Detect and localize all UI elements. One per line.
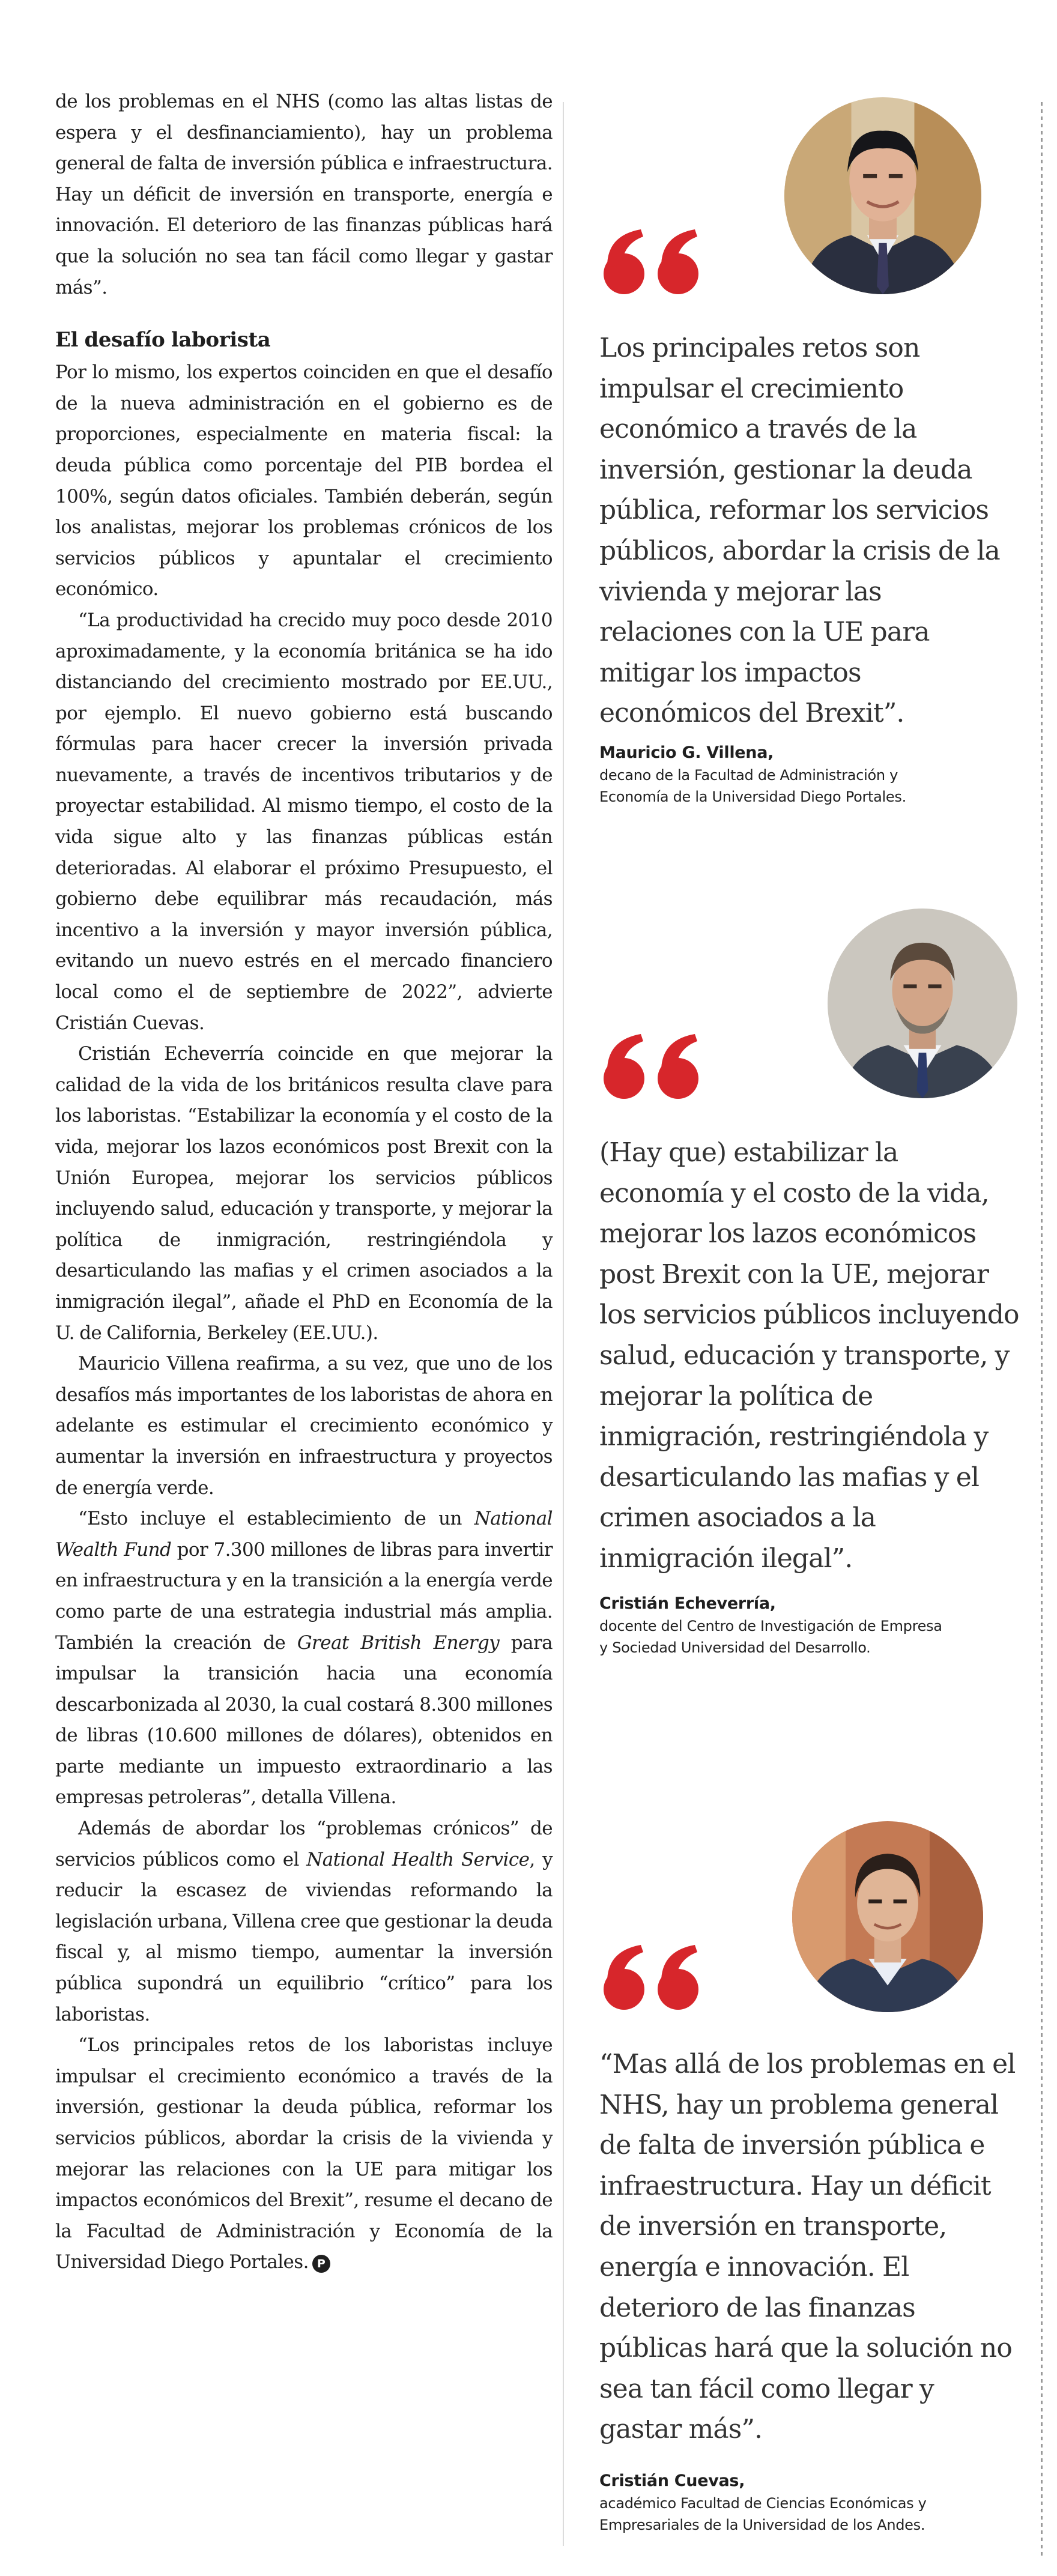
double-quote-icon: [596, 1033, 710, 1105]
quote-credit: [599, 1592, 1032, 1658]
quote-author-name: Cristián Cuevas,: [599, 2472, 745, 2490]
end-of-article-icon: P: [312, 2255, 330, 2273]
article-paragraph: [55, 2030, 553, 2278]
portrait-avatar: [784, 97, 981, 294]
article-paragraph: Mauricio Villena reafirma, a su vez, que uno de los desafíos más importantes de los laboristas de ahora en adelante es estimular el crecimiento económico y aumentar la inversión en infraestructura y proyectos de energía verde.: [55, 1353, 553, 1499]
quote-author-role: Economía de la Universidad Diego Portales.: [599, 788, 906, 805]
portrait-avatar: [828, 909, 1017, 1098]
article-body: [55, 86, 553, 2278]
quote-author-role: docente del Centro de Investigación de Empresa: [599, 1618, 942, 1634]
italic-term: National Wealth Fund: [55, 1508, 553, 1561]
page-edge-rule: [1041, 102, 1043, 2558]
article-paragraph: [55, 1813, 553, 2030]
article-paragraph: de los problemas en el NHS (como las altas listas de espera y el desfinanciamiento), hay un problema general de falta de inversión pública e infraestructura. Hay un déficit de inversión en transporte, energía e innovación. El deterioro de las finanzas públicas hará que la solución no sea tan fácil como llegar y gastar más”.: [55, 91, 553, 298]
portrait-photo: [792, 1821, 983, 2012]
quote-author-role: académico Facultad de Ciencias Económicas y: [599, 2495, 927, 2512]
text-run: , y reducir la escasez de viviendas reformando la legislación urbana, Villena cree que gestionar la deuda fiscal y, al mismo tiempo, aumentar la inversión pública supondrá un equilibrio “crítico” para los laboristas.: [55, 1848, 553, 2025]
quote-credit: [599, 2470, 1032, 2536]
portrait-photo: [784, 97, 981, 294]
italic-term: Great British Energy: [297, 1631, 500, 1654]
text-run: para impulsar la transición hacia una economía descarbonizada al 2030, la cual costará 8.300 millones de libras (10.600 millones de dólares), obtenidos en parte mediante un impuesto extraordinario a las empresas petroleras”, detalla Villena.: [55, 1631, 553, 1809]
italic-term: National Health Service: [306, 1848, 530, 1870]
article-paragraph: “La productividad ha crecido muy poco desde 2010 aproximadamente, y la economía británica se ha ido distanciando del crecimiento mostrado por EE.UU., por ejemplo. El nuevo gobierno está buscando fórmulas para hacer crecer la inversión privada nuevamente, a través de incentivos tributarios y de proyectar estabilidad. Al mismo tiempo, el costo de la vida sigue alto y las finanzas públicas están deterioradas. Al elaborar el próximo Presupuesto, el gobierno debe equilibrar más recaudación, más incentivo a la inversión y mayor inversión pública, evitando un nuevo estrés en el mercado financiero local como el de septiembre de 2022”, advierte Cristián Cuevas.: [55, 609, 553, 1034]
pull-quote-text: (Hay que) estabilizar la economía y el costo de la vida, mejorar los lazos económicos post Brexit con la UE, mejorar los servicios públicos incluyendo salud, educación y transporte, y mejorar la política de inmigración, restringiéndola y desarticulando las mafias y el crimen asociados a la inmigración ilegal”.: [599, 1137, 1019, 1574]
text-run: “Esto incluye el establecimiento de un: [78, 1508, 474, 1530]
double-quote-icon: [596, 228, 710, 300]
double-quote-icon: [596, 1944, 710, 2016]
text-run: Además de abordar los “problemas crónicos” de servicios públicos como el: [55, 1818, 553, 1870]
pull-quote-text: “Mas allá de los problemas en el NHS, hay un problema general de falta de inversión pública e infraestructura. Hay un déficit de inversión en transporte, energía e innovación. El deterioro de las finanzas públicas hará que la solución no sea tan fácil como llegar y gastar más”.: [599, 2049, 1016, 2445]
column-divider: [563, 102, 564, 2546]
quote-author-role: Empresariales de la Universidad de los Andes.: [599, 2517, 925, 2533]
section-heading: El desafío laborista: [55, 328, 271, 352]
quote-author-role: y Sociedad Universidad del Desarrollo.: [599, 1639, 871, 1656]
article-paragraph: Cristián Echeverría coincide en que mejorar la calidad de la vida de los británicos resulta clave para los laboristas. “Estabilizar la economía y el costo de la vida, mejorar los lazos económicos post Brexit con la Unión Europea, mejorar los servicios públicos incluyendo salud, educación y transporte, y mejorar la política de inmigración, restringiéndola y desarticulando las mafias y el crimen asociados a la inmigración ilegal”, añade el PhD en Economía de la U. de California, Berkeley (EE.UU.).: [55, 1043, 553, 1344]
text-run: “Los principales retos de los laboristas incluye impulsar el crecimiento económico a través de la inversión, gestionar la deuda pública, reformar los servicios públicos, abordar la crisis de la vivienda y mejorar las relaciones con la UE para mitigar los impactos económicos del Brexit”, resume el decano de la Facultad de Administración y Economía de la Universidad Diego Portales.: [55, 2034, 553, 2273]
article-paragraph: [55, 1504, 553, 1813]
quote-credit: [599, 742, 1032, 808]
quote-author-name: Cristián Echeverría,: [599, 1594, 776, 1613]
quote-author-role: decano de la Facultad de Administración y: [599, 767, 898, 784]
portrait-photo: [828, 909, 1017, 1098]
article-paragraph: Por lo mismo, los expertos coinciden en que el desafío de la nueva administración en el gobierno es de proporciones, especialmente en materia fiscal: la deuda pública como porcentaje del PIB bordea el 100%, según datos oficiales. También deberán, según los analistas, mejorar los problemas crónicos de los servicios públicos y apuntalar el crecimiento económico.: [55, 361, 553, 600]
quote-author-name: Mauricio G. Villena,: [599, 743, 774, 762]
text-run: por 7.300 millones de libras para invertir en infraestructura y en la transición a la energía verde como parte de una estrategia industrial más amplia. También la creación de: [55, 1538, 553, 1654]
pull-quote-text: Los principales retos son impulsar el crecimiento económico a través de la inversión, gestionar la deuda pública, reformar los servicios públicos, abordar la crisis de la vivienda y mejorar las relaciones con la UE para mitigar los impactos económicos del Brexit”.: [599, 333, 1000, 729]
portrait-avatar: [792, 1821, 983, 2012]
